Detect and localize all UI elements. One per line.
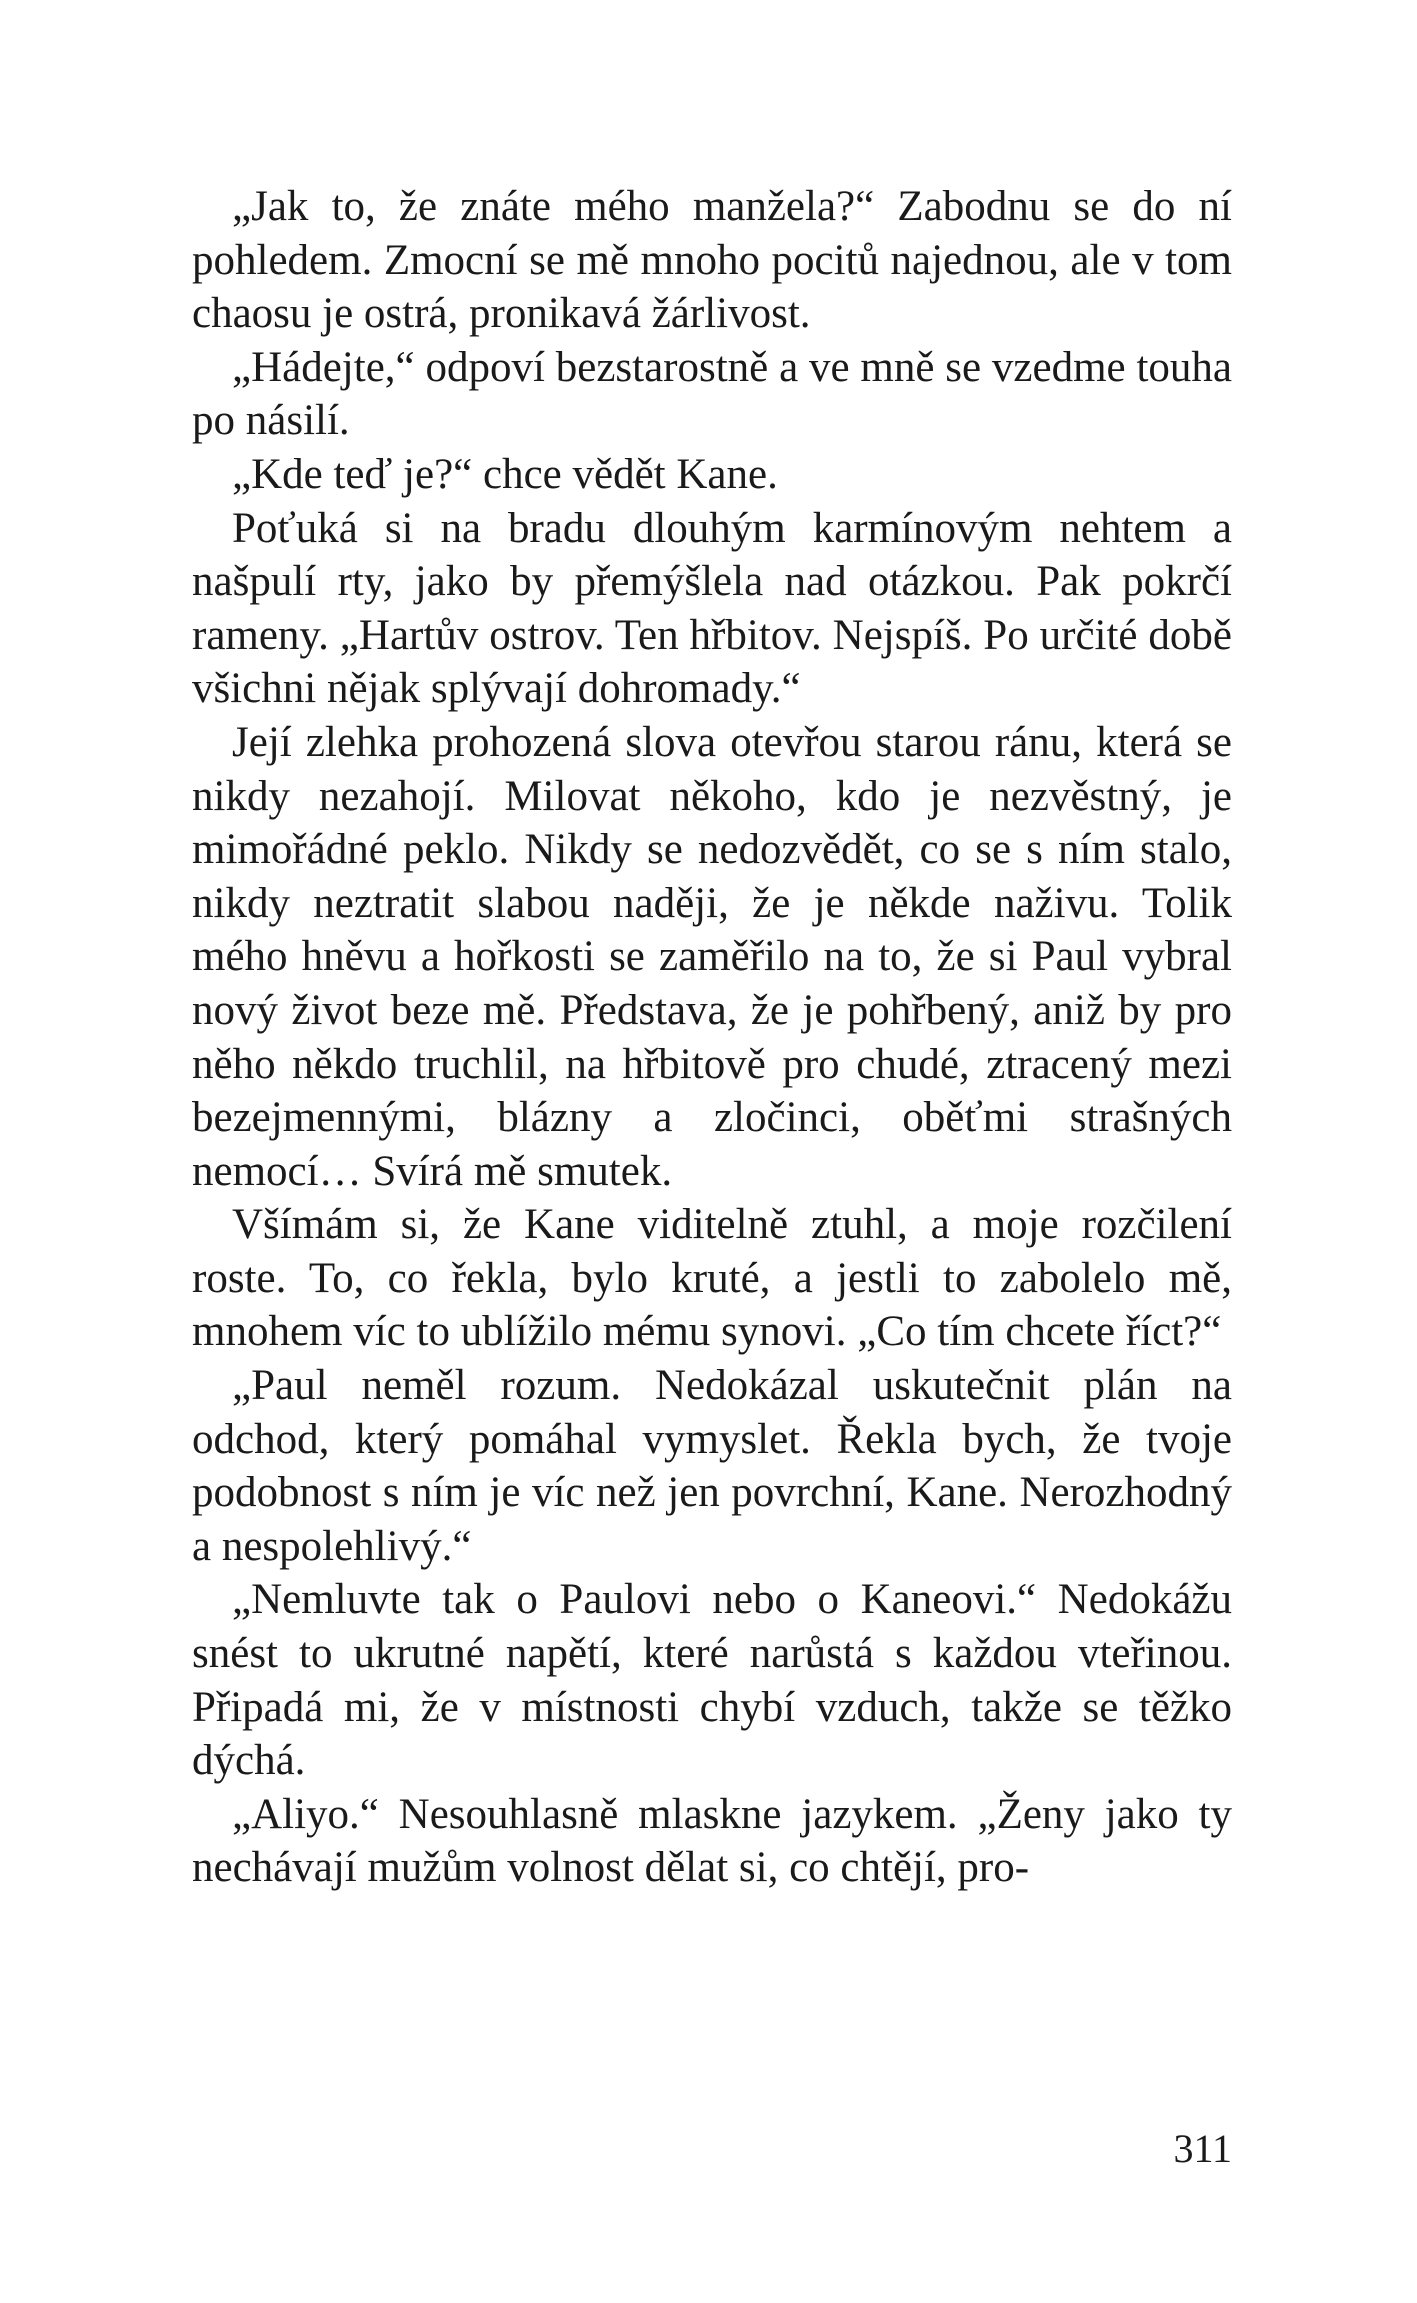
body-text xyxy=(192,180,1232,1895)
paragraph-9: „Aliyo.“ Nesouhlasně mlaskne jazykem. „Ženy jako ty nechávají mužům volnost dělat si, co chtějí, pro- xyxy=(192,1790,1232,1892)
paragraph-8: „Nemluvte tak o Paulovi nebo o Kaneovi.“ Nedokážu snést to ukrutné napětí, které narůstá s každou vteřinou. Připadá mi, že v místnosti chybí vzduch, takže se těžko dýchá. xyxy=(192,1576,1232,1785)
paragraph-7: „Paul neměl rozum. Nedokázal uskutečnit plán na odchod, který pomáhal vymyslet. Řekla bych, že tvoje podobnost s ním je víc než jen povrchní, Kane. Nerozhodný a nespolehlivý.“ xyxy=(192,1362,1232,1570)
paragraph-3: „Kde teď je?“ chce vědět Kane. xyxy=(232,450,778,498)
paragraph-5: Její zlehka prohozená slova otevřou starou ránu, která se nikdy nezahojí. Milovat někoho, kdo je nezvěstný, je mimořádné peklo. Nikdy se nedozvědět, co se s ním stalo, nikdy neztratit slabou naději, že je někde naživu. Tolik mého hněvu a hořkosti se zaměřilo na to, že si Paul vybral nový život beze mě. Představa, že je pohřbený, aniž by pro něho někdo truchlil, na hřbitově pro chudé, ztracený mezi bezejmennými, blázny a zločinci, oběťmi strašných nemocí… Svírá mě smutek. xyxy=(192,718,1232,1195)
paragraph-4: Poťuká si na bradu dlouhým karmínovým nehtem a našpulí rty, jako by přemýšlela nad otázkou. Pak pokrčí rameny. „Hartův ostrov. Ten hřbitov. Nejspíš. Po určité době všichni nějak splývají dohromady.“ xyxy=(192,504,1232,713)
paragraph-2: „Hádejte,“ odpoví bezstarostně a ve mně se vzedme touha po násilí. xyxy=(192,343,1232,445)
paragraph-1: „Jak to, že znáte mého manžela?“ Zabodnu se do ní pohledem. Zmocní se mě mnoho pocitů najednou, ale v tom chaosu je ostrá, pronikavá žárlivost. xyxy=(192,183,1232,338)
paragraph-6: Všímám si, že Kane viditelně ztuhl, a moje rozčilení roste. To, co řekla, bylo kruté, a jestli to zabolelo mě, mnohem víc to ublížilo mému synovi. „Co tím chcete říct?“ xyxy=(192,1201,1232,1356)
page-number: 311 xyxy=(1173,2126,1232,2171)
